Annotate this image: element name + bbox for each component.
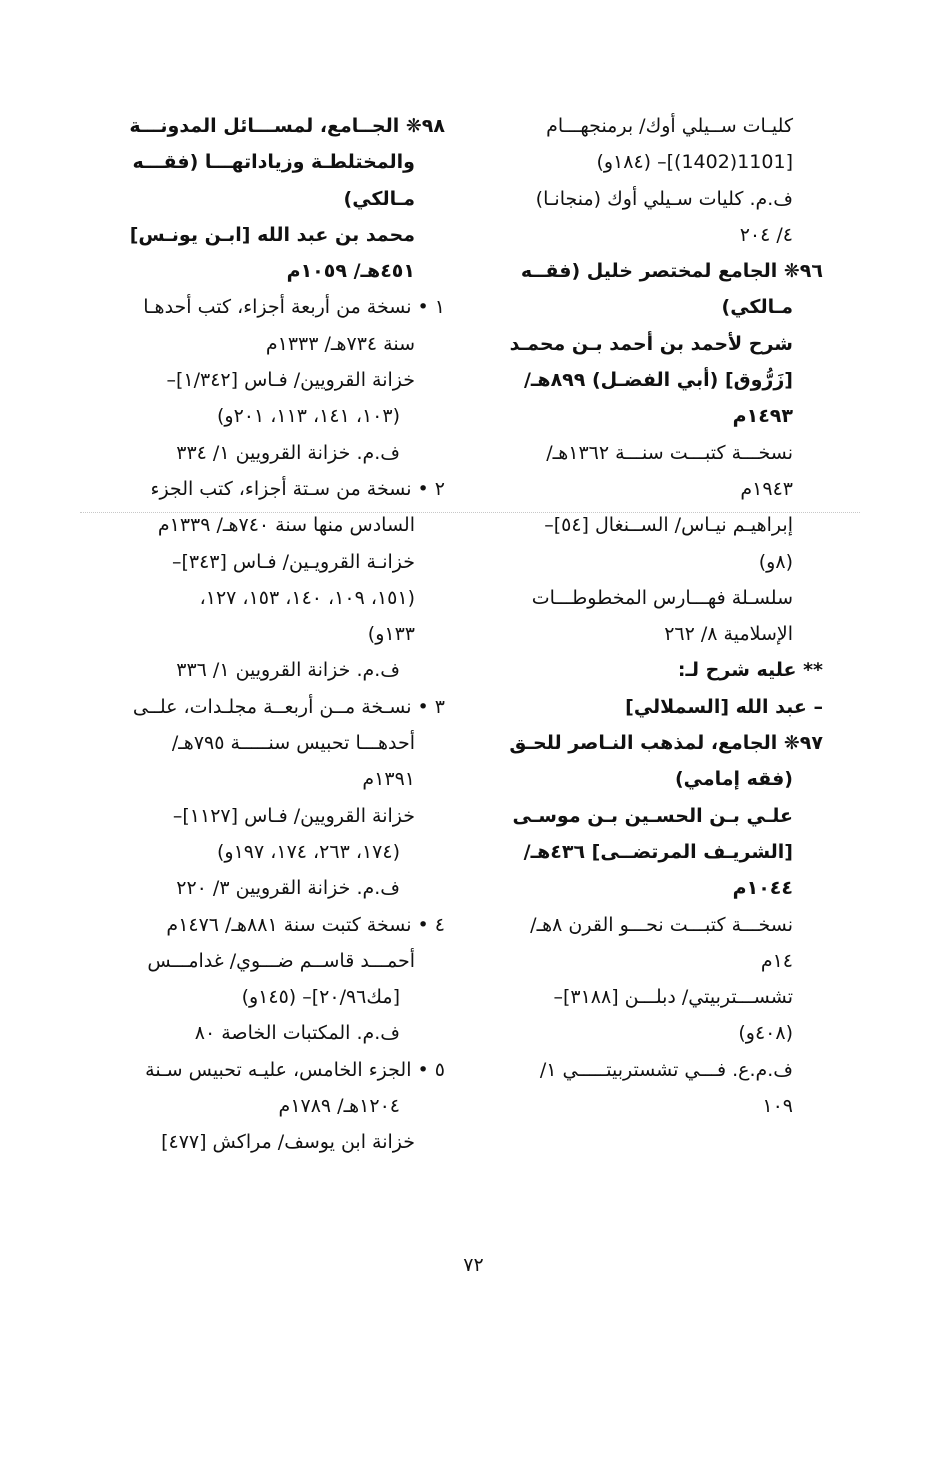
right-column-line: [زَرُّوق] (أبي الفضـل) ٨٩٩هـ/ (523, 369, 793, 392)
right-column-line: ١٤م (760, 949, 793, 972)
right-column-line: نسخـــة كتبـــت نحـــو القرن ٨هـ/ (530, 913, 793, 936)
left-column-line: ١٣٩١م (362, 768, 415, 791)
left-column-line: ٢ • نسخة من سـتة أجزاء، كتب الجزء (150, 477, 445, 500)
left-column-line: ٤ • نسخة كتبت سنة ٨٨١هـ/ ١٤٧٦م (166, 913, 445, 936)
left-column-line: أحمـــد قاســم ضـــوي/ غدامـــس (147, 949, 415, 972)
right-column-line: إبراهيـم نيـاس/ الســنغال [٥٤]– (544, 514, 793, 537)
right-column-line: تشســـتربيتي/ دبلـــن [٣١٨٨]– (553, 986, 793, 1009)
right-column-line: (٨و) (758, 550, 793, 573)
right-column-line: ٩٦❋ الجامع لمختصر خليل (فقــه (520, 260, 823, 283)
right-column-line: كليـات ســيلي أوك/ برمنجهـــام (546, 115, 793, 137)
left-column-line: ٤٥١هـ/ ١٠٥٩م (286, 260, 415, 283)
left-column-line: (١٥١، ١٠٩، ١٤٠، ١٥٣، ١٢٧، (199, 586, 415, 609)
left-column-line: ١ • نسخة من أربعة أجزاء، كتب أحدهـا (143, 296, 445, 319)
left-column-line: ف.م. خزانة القرويين ٣/ ٢٢٠ (176, 877, 400, 900)
right-column-line: ١٠٩ (762, 1095, 793, 1118)
right-column-line: ** عليه شرح لـ: (677, 659, 823, 682)
right-column-line: ١٤٩٣م (732, 405, 793, 428)
right-column-line: ف.م.ع. فـــي تشستربيتـــــي ١/ (539, 1058, 793, 1081)
left-column-line: خزانة القرويين/ فـاس [١/٣٤٢]– (166, 369, 415, 392)
left-column-line: خزانـة القرويـين/ فـاس [٣٤٣]– (171, 550, 415, 573)
right-column-line: نسخـــة كتبـــت سنـــة ١٣٦٢هـ/ (546, 441, 793, 464)
right-column-line: علـي بـن الحسـين بـن موسـى (512, 804, 793, 827)
right-column-line: [1101(1402)]– (١٨٤و) (596, 151, 793, 174)
right-column-line: (٤٠٨و) (738, 1022, 793, 1045)
left-column-line: والمختلطـة وزياداتهـــا (فقـــه (132, 151, 415, 174)
left-column-line: ٩٨❋ الجــامع، لمســـائل المدونـــة (129, 115, 445, 137)
left-column-line: ف.م. المكتبات الخاصة ٨٠ (194, 1022, 400, 1045)
right-column-line: ١٩٤٣م (740, 477, 793, 500)
right-column-line: – عبد الله [السملالي] (625, 695, 823, 718)
right-column-line: [الشريـف المرتضــى] ٤٣٦هـ/ (523, 840, 793, 863)
left-column-line: (١٧٤، ٢٦٣، ١٧٤، ١٩٧و) (216, 840, 400, 863)
left-column-line: السادس منها سنة ٧٤٠هـ/ ١٣٣٩م (157, 514, 415, 537)
right-column-line: (فقه إمامي) (674, 768, 793, 791)
left-column (100, 108, 445, 1161)
right-column-line: الإسلامية ٨/ ٢٦٢ (664, 623, 793, 646)
left-column-line: ف.م. خزانة القرويين ١/ ٣٣٦ (176, 659, 400, 682)
right-column-line: ٩٧❋ الجامع، لمذهب النـاصر للحـق (509, 732, 823, 755)
left-column-line: محمد بن عبد الله [ابـن يونـس] (129, 223, 415, 246)
right-column (478, 108, 823, 1124)
right-column-line: ٤/ ٢٠٤ (739, 223, 793, 246)
left-column-line: أحدهـــا تحبيس سنـــــة ٧٩٥هـ/ (171, 732, 415, 755)
left-column-line: ١٢٠٤هـ/ ١٧٨٩م (278, 1095, 400, 1118)
left-column-line: [مك٢٠/٩٦]– (١٤٥و) (241, 986, 400, 1009)
left-column-line: سنة ٧٣٤هـ/ ١٣٣٣م (265, 332, 415, 355)
right-column-line: شرح لأحمد بن أحمد بـن محمـد (509, 332, 793, 355)
right-column-line: سلسـلة فهـــارس المخطوطـــات (531, 586, 793, 609)
left-column-line: ف.م. خزانة القرويين ١/ ٣٣٤ (176, 441, 400, 464)
left-column-line: ٥ • الجزء الخامس، عليـه تحبيس سـنة (145, 1058, 445, 1081)
page-number: ٧٢ (463, 1254, 484, 1276)
right-column-line: مـالكي) (721, 296, 793, 319)
left-column-line: خزانة القرويين/ فـاس [١١٢٧]– (172, 804, 415, 827)
left-column-line: مـالكي) (343, 187, 415, 210)
right-column-line: ف.م. كليات سـيلي أوك (منجانـا) (535, 187, 793, 210)
left-column-line: خزانة ابن يوسف/ مراكش [٤٧٧] (161, 1131, 415, 1154)
left-column-line: ١٣٣و) (367, 623, 415, 646)
right-column-line: ١٠٤٤م (732, 877, 793, 900)
left-column-line: ٣ • نسـخة مــن أربعــة مجلـدات، علــى (132, 695, 445, 718)
left-column-line: (١٠٣، ١٤١، ١١٣، ٢٠١و) (216, 405, 400, 428)
